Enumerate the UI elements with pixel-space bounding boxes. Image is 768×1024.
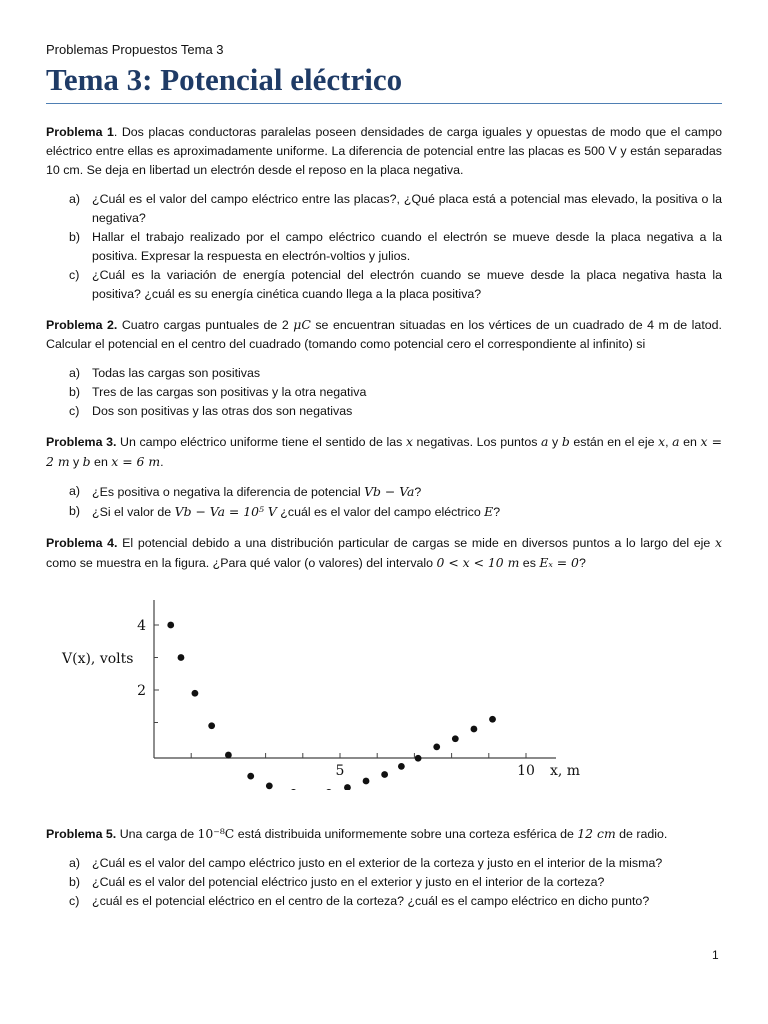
- problem-1-statement: Problema 1. Dos placas conductoras paralelas poseen densidades de carga iguales y opuestas de modo que el campo eléctrico entre ellas es aproximadamente uniforme. La diferencia de potencial entre las placas es 500 V y están separadas 10 cm. Se deja en libertad un electrón desde el reposo en la placa negativa.: [46, 125, 722, 177]
- data-point: [178, 654, 185, 661]
- list-item: a) ¿Cuál es el valor del campo eléctrico entre las placas?, ¿Qué placa está a potencial mas elevado, la positiva o la negativa?: [69, 192, 722, 225]
- x-axis-label: x, m: [550, 763, 581, 779]
- page-title: Tema 3: Potencial eléctrico: [46, 62, 722, 104]
- data-point: [381, 771, 388, 778]
- problem-5-statement: Problema 5. Una carga de 10⁻⁸C está distribuida uniformemente sobre una corteza esférica de 12 cm de radio.: [46, 826, 668, 841]
- problem-4: [46, 533, 722, 573]
- data-point: [290, 789, 297, 790]
- problem-3: [46, 432, 722, 522]
- potential-scatter-chart: [0, 590, 768, 790]
- list-item: b) ¿Cuál es el valor del potencial eléctrico justo en el exterior y justo en el interior de la corteza?: [69, 875, 605, 889]
- data-point: [208, 722, 215, 729]
- y-tick-label: 2: [137, 683, 146, 699]
- data-point: [363, 778, 370, 785]
- problem-2-items: [46, 364, 722, 421]
- list-item: b) ¿Si el valor de Vb − Va = 10⁵ V ¿cuál es el valor del campo eléctrico E?: [69, 504, 501, 519]
- list-item: c) Dos son positivas y las otras dos son negativas: [69, 404, 353, 418]
- data-point: [325, 789, 332, 790]
- list-item: b) Tres de las cargas son positivas y la otra negativa: [69, 385, 367, 399]
- data-point: [225, 752, 232, 759]
- data-point: [192, 690, 199, 697]
- data-point: [489, 716, 496, 723]
- list-item: a) ¿Cuál es el valor del campo eléctrico justo en el exterior de la corteza y justo en el interior de la misma?: [69, 856, 663, 870]
- problem-3-label: Problema 3.: [46, 435, 117, 449]
- data-point: [471, 726, 478, 733]
- data-point: [452, 735, 459, 742]
- page-number: 1: [712, 948, 719, 962]
- list-item: c) ¿Cuál es la variación de energía potencial del electrón cuando se mueve desde la placa negativa hasta la positiva? ¿cuál es su energía cinética cuando llega a la placa positiva?: [69, 268, 722, 301]
- running-header: Problemas Propuestos Tema 3: [46, 42, 224, 57]
- data-point: [433, 743, 440, 750]
- problem-3-items: [46, 482, 722, 522]
- problem-3-statement: Problema 3. Un campo eléctrico uniforme tiene el sentido de las x negativas. Los puntos a y b están en el eje x, a en x = 2 m y b en x = 6 m.: [46, 434, 723, 469]
- problem-4-statement: Problema 4. El potencial debido a una distribución particular de cargas se mide en diversos puntos a lo largo del eje x como se muestra en la figura. ¿Para qué valor (o valores) del intervalo 0 < x < 10 m es Eₓ = 0?: [46, 535, 722, 570]
- problem-1-label: Problema 1: [46, 125, 114, 139]
- list-item: a) Todas las cargas son positivas: [69, 366, 261, 380]
- problem-5: [46, 824, 722, 911]
- problem-2-label: Problema 2.: [46, 318, 118, 332]
- x-tick-label: 5: [335, 763, 345, 779]
- x-tick-label: 10: [517, 763, 535, 779]
- problem-1: [46, 123, 722, 304]
- y-tick-label: 4: [137, 618, 146, 634]
- problem-2: [46, 315, 722, 421]
- document-page: [46, 42, 722, 573]
- problem-2-statement: Problema 2. Cuatro cargas puntuales de 2 μC se encuentran situadas en los vértices de un cuadrado de 4 m de latod. Calcular el potencial en el centro del cuadrado (tomando como potencial cero el correspondiente al infinito) si: [46, 317, 722, 351]
- problem-1-items: [46, 190, 722, 304]
- data-point: [167, 622, 174, 629]
- data-point: [266, 782, 273, 789]
- data-point: [398, 763, 405, 770]
- list-item: b) Hallar el trabajo realizado por el campo eléctrico cuando el electrón se mueve desde la placa negativa a la positiva. Expresar la respuesta en electrón-voltios y julios.: [69, 230, 722, 263]
- problem-5-label: Problema 5.: [46, 827, 117, 841]
- data-point: [247, 773, 254, 780]
- list-item: c) ¿cuál es el potencial eléctrico en el centro de la corteza? ¿cuál es el campo eléctrico en dicho punto?: [69, 894, 650, 908]
- data-point: [344, 784, 351, 790]
- data-point: [415, 755, 422, 762]
- problem-4-label: Problema 4.: [46, 536, 118, 550]
- problem-5-items: [46, 854, 722, 911]
- y-axis-label: V(x), volts: [62, 651, 134, 667]
- list-item: a) ¿Es positiva o negativa la diferencia de potencial Vb − Va?: [69, 484, 422, 499]
